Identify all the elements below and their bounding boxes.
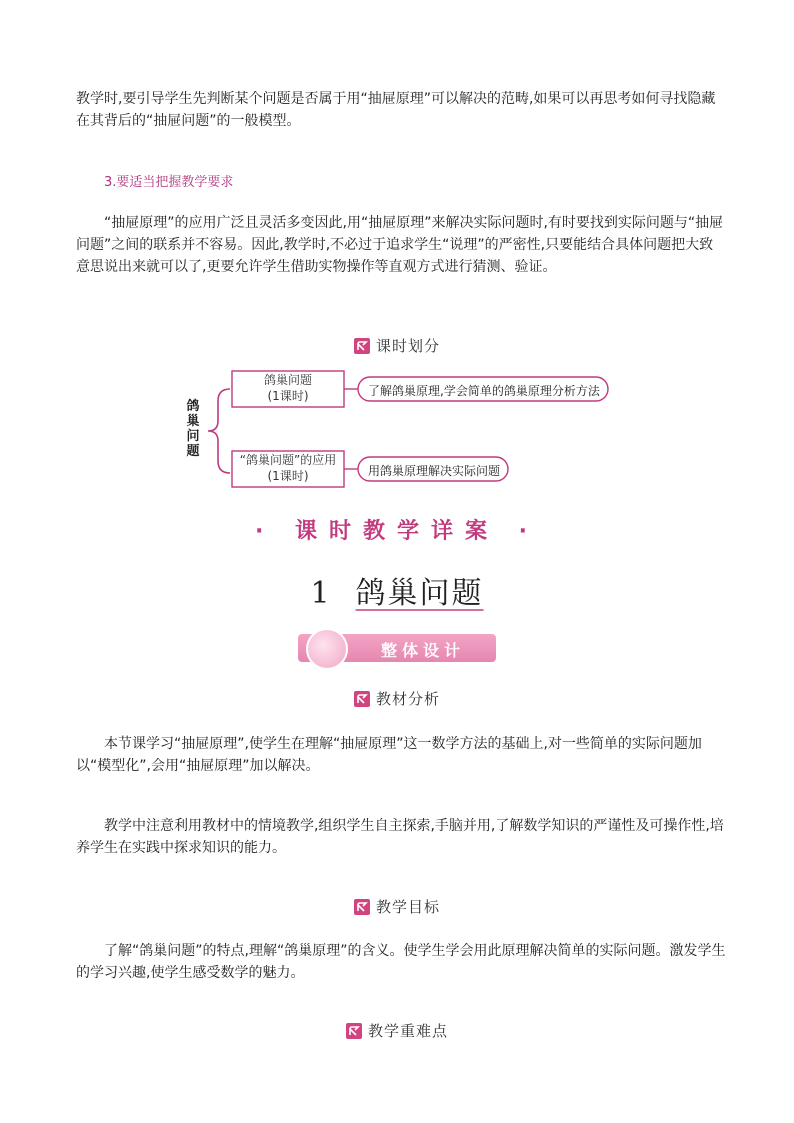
- diagram-root-label: 鸽巢问题: [186, 399, 200, 459]
- bookmark-arrow-icon: [354, 338, 370, 354]
- box-period: (1课时): [267, 389, 309, 403]
- section-title: 教材分析: [375, 690, 440, 708]
- bookmark-arrow-icon: [354, 899, 370, 915]
- section-head-key-difficulties: [0, 1020, 794, 1041]
- box-period: (1课时): [267, 469, 309, 483]
- lesson-title-text: 鸽巢问题: [355, 576, 484, 611]
- lesson-detail-banner: · 课时教学详案 ·: [254, 519, 540, 544]
- box-title: “鸽巢问题”的应用: [239, 453, 337, 467]
- paragraph-drawer-principle-application: “抽屉原理”的应用广泛且灵活多变因此,用“抽屉原理”来解决实际问题时,有时要找到实际问题与“抽屉问题”之间的联系并不容易。因此,教学时,不必过于追求学生“说理”的严密性,只要能结合具体问题把大致意思说出来就可以了,更要允许学生借助实物操作等直观方式进行猜测、验证。: [76, 215, 724, 275]
- box-pigeonhole-problem: [232, 372, 344, 404]
- book-hand-icon: [306, 628, 348, 670]
- paragraph-analysis-1: 本节课学习“抽屉原理”,使学生在理解“抽屉原理”这一数学方法的基础上,对一些简单的实际问题加以“模型化”,会用“抽屉原理”加以解决。: [76, 736, 702, 774]
- box-title: 鸽巢问题: [263, 373, 312, 387]
- section-head-lesson-division: [0, 335, 794, 356]
- box-pigeonhole-application: [232, 452, 344, 484]
- lesson-division-diagram: [180, 365, 620, 495]
- label-understand-principle: 了解鸽巢原理,学会简单的鸽巢原理分析方法: [368, 384, 600, 398]
- overall-design-label: 整体设计: [380, 641, 465, 660]
- overall-design-banner: [298, 634, 496, 662]
- lesson-title: [0, 568, 794, 612]
- section-title: 教学重难点: [367, 1022, 448, 1040]
- bookmark-arrow-icon: [346, 1023, 362, 1039]
- lesson-number: 1: [310, 576, 330, 611]
- paragraph-goals: 了解“鸽巢问题”的特点,理解“鸽巢原理”的含义。使学生学会用此原理解决简单的实际问题。激发学生的学习兴趣,使学生感受数学的魅力。: [76, 943, 726, 981]
- section-head-material-analysis: [0, 688, 794, 709]
- section-title: 课时划分: [375, 337, 440, 355]
- section-title: 教学目标: [375, 898, 440, 916]
- heading-teaching-requirements: 3.要适当把握教学要求: [104, 175, 234, 190]
- bookmark-arrow-icon: [354, 691, 370, 707]
- paragraph-teaching-judgement: 教学时,要引导学生先判断某个问题是否属于用“抽屉原理”可以解决的范畴,如果可以再思考如何寻找隐藏在其背后的“抽屉问题”的一般模型。: [76, 91, 716, 129]
- label-solve-problems: 用鸽巢原理解决实际问题: [368, 464, 501, 478]
- paragraph-analysis-2: 教学中注意利用教材中的情境教学,组织学生自主探索,手脑并用,了解数学知识的严谨性及可操作性,培养学生在实践中探求知识的能力。: [76, 818, 724, 856]
- section-head-teaching-goals: [0, 896, 794, 917]
